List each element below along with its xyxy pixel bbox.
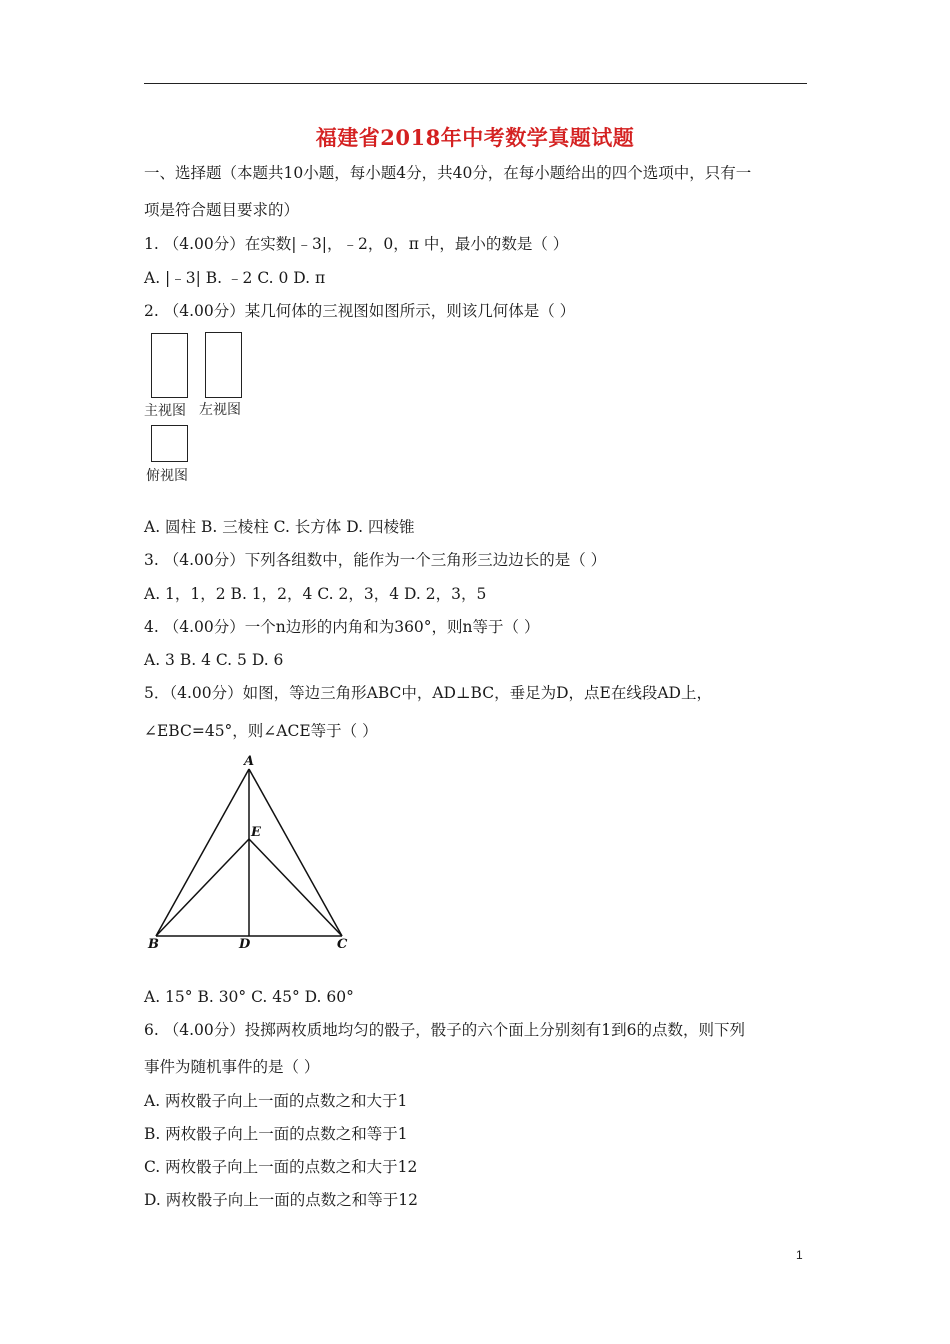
q2-stem: 2. （4.00分）某几何体的三视图如图所示，则该几何体是（ ）: [144, 302, 576, 320]
triangle-figure: [144, 752, 364, 957]
left-view-rect: [205, 332, 242, 398]
front-view-label: 主视图: [144, 403, 186, 419]
label-b: B: [148, 937, 159, 952]
q3-stem: 3. （4.00分）下列各组数中，能作为一个三角形三边边长的是（ ）: [144, 551, 607, 569]
section-heading-line2: 项是符合题目要求的）: [144, 201, 300, 219]
label-e: E: [251, 825, 261, 840]
q6-option-d: D. 两枚骰子向上一面的点数之和等于12: [144, 1191, 418, 1209]
q3-options: A. 1，1，2 B. 1，2，4 C. 2，3，4 D. 2，3，5: [144, 585, 487, 603]
section-heading-line1: 一、选择题（本题共10小题，每小题4分，共40分，在每小题给出的四个选项中，只有一: [144, 164, 752, 182]
left-view-label: 左视图: [199, 402, 241, 418]
front-view-rect: [151, 333, 188, 398]
page-number: 1: [796, 1248, 803, 1262]
q4-stem: 4. （4.00分）一个n边形的内角和为360°，则n等于（ ）: [144, 618, 540, 636]
label-c: C: [337, 937, 348, 952]
label-d: D: [239, 937, 251, 952]
q4-options: A. 3 B. 4 C. 5 D. 6: [144, 651, 284, 669]
q1-stem: 1. （4.00分）在实数|﹣3|，﹣2，0，π 中，最小的数是（ ）: [144, 235, 569, 253]
q6-stem-line1: 6. （4.00分）投掷两枚质地均匀的骰子，骰子的六个面上分别刻有1到6的点数，则下列: [144, 1021, 745, 1039]
q5-stem-line1: 5．（4.00分）如图，等边三角形ABC中，AD⊥BC，垂足为D，点E在线段AD上，: [144, 684, 712, 702]
q6-option-c: C. 两枚骰子向上一面的点数之和大于12: [144, 1158, 418, 1176]
q2-options: A. 圆柱 B. 三棱柱 C. 长方体 D. 四棱锥: [144, 518, 415, 536]
q5-stem-line2: ∠EBC=45°，则∠ACE等于（ ）: [144, 722, 378, 740]
header-rule: [144, 83, 807, 84]
q6-option-b: B. 两枚骰子向上一面的点数之和等于1: [144, 1125, 408, 1143]
top-view-label: 俯视图: [146, 468, 188, 484]
label-a: A: [244, 754, 255, 769]
top-view-rect: [151, 425, 188, 462]
q5-options: A. 15° B. 30° C. 45° D. 60°: [144, 988, 354, 1006]
q6-option-a: A. 两枚骰子向上一面的点数之和大于1: [144, 1092, 408, 1110]
q6-stem-line2: 事件为随机事件的是（ ）: [144, 1058, 320, 1076]
q1-options: A. |﹣3| B. ﹣2 C. 0 D. π: [144, 269, 326, 287]
page-title: 福建省2018年中考数学真题试题: [315, 125, 635, 150]
